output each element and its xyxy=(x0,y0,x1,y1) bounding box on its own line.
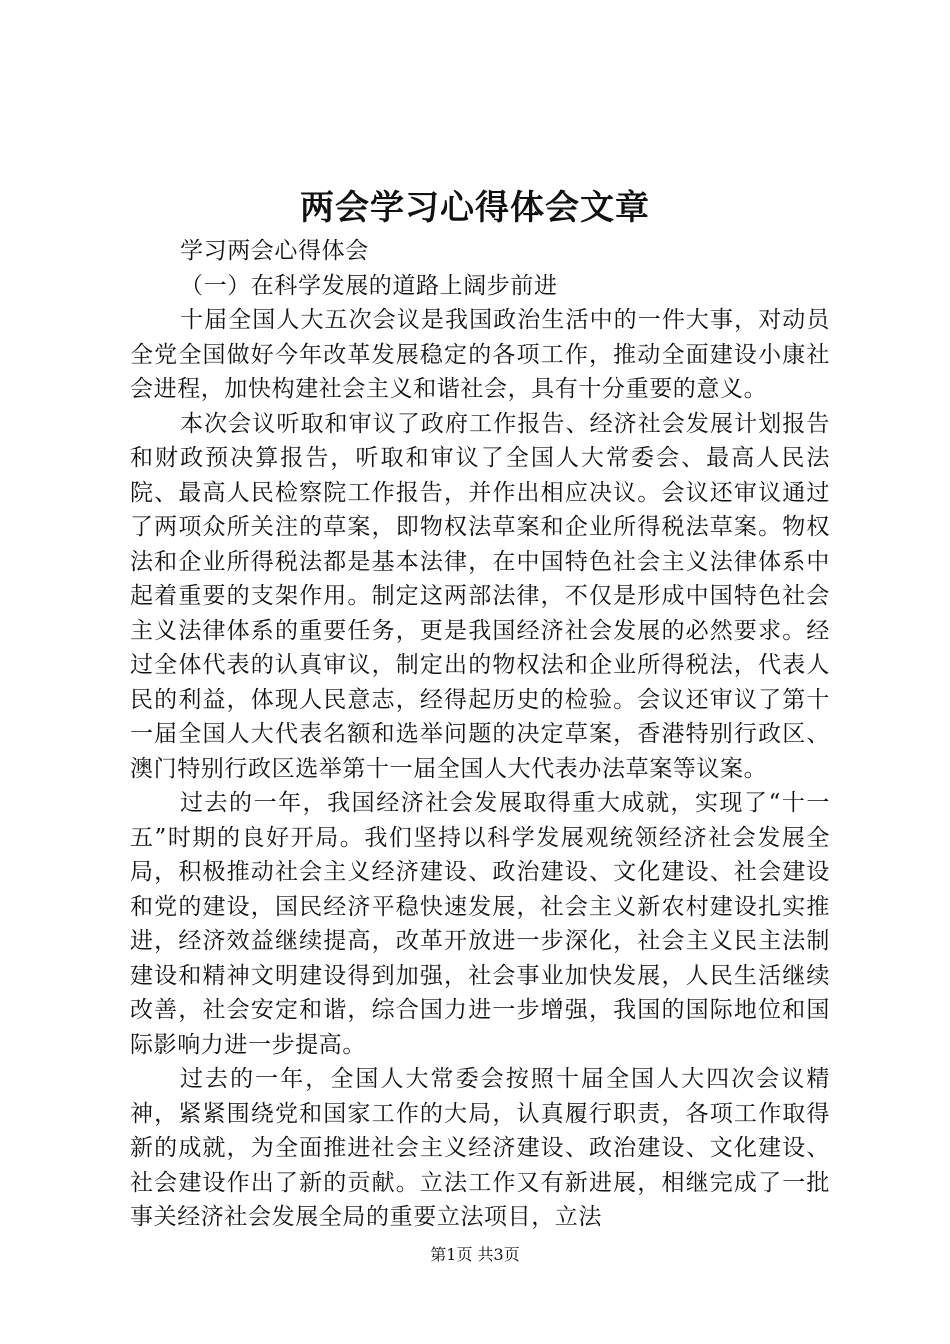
subsection-heading: （一）在科学发展的道路上阔步前进 xyxy=(180,272,558,299)
section-heading: 学习两会心得体会 xyxy=(180,238,369,264)
body-paragraph: 过去的一年，全国人大常委会按照十届全国人大四次会议精神，紧紧围绕党和国家工作的大局，认真履行职责，各项工作取得新的成就，为全面推进社会主义经济建设、政治建设、文化建设、社会建设作出了新的贡献。立法工作又有新进展，相继完成了一批事关经济社会发展全局的重要立法项目，立法 xyxy=(130,1066,830,1230)
body-paragraph: 本次会议听取和审议了政府工作报告、经济社会发展计划报告和财政预决算报告，听取和审议了全国人大常委会、最高人民法院、最高人民检察院工作报告，并作出相应决议。会议还审议通过了两项众所关注的草案，即物权法草案和企业所得税法草案。物权法和企业所得税法都是基本法律，在中国特色社会主义法律体系中起着重要的支架作用。制定这两部法律，不仅是形成中国特色社会主义法律体系的重要任务，更是我国经济社会发展的必然要求。经过全体代表的认真审议，制定出的物权法和企业所得税法，代表人民的利益，体现人民意志，经得起历史的检验。会议还审议了第十一届全国人大代表名额和选举问题的决定草案，香港特别行政区、澳门特别行政区选举第十一届全国人大代表办法草案等议案。 xyxy=(130,410,830,782)
document-body xyxy=(130,234,830,1235)
body-paragraph: 十届全国人大五次会议是我国政治生活中的一件大事，对动员全党全国做好今年改革发展稳定的各项工作，推动全面建设小康社会进程，加快构建社会主义和谐社会，具有十分重要的意义。 xyxy=(130,307,830,402)
document-title: 两会学习心得体会文章 xyxy=(300,188,650,228)
page-number-footer: 第1页 共3页 xyxy=(430,1245,520,1264)
body-paragraph: 过去的一年，我国经济社会发展取得重大成就，实现了“十一五”时期的良好开局。我们坚持以科学发展观统领经济社会发展全局，积极推动社会主义经济建设、政治建设、文化建设、社会建设和党的建设，国民经济平稳快速发展，社会主义新农村建设扎实推进，经济效益继续提高，改革开放进一步深化，社会主义民主法制建设和精神文明建设得到加强，社会事业加快发展，人民生活继续改善，社会安定和谐，综合国力进一步增强，我国的国际地位和国际影响力进一步提高。 xyxy=(130,790,830,1058)
